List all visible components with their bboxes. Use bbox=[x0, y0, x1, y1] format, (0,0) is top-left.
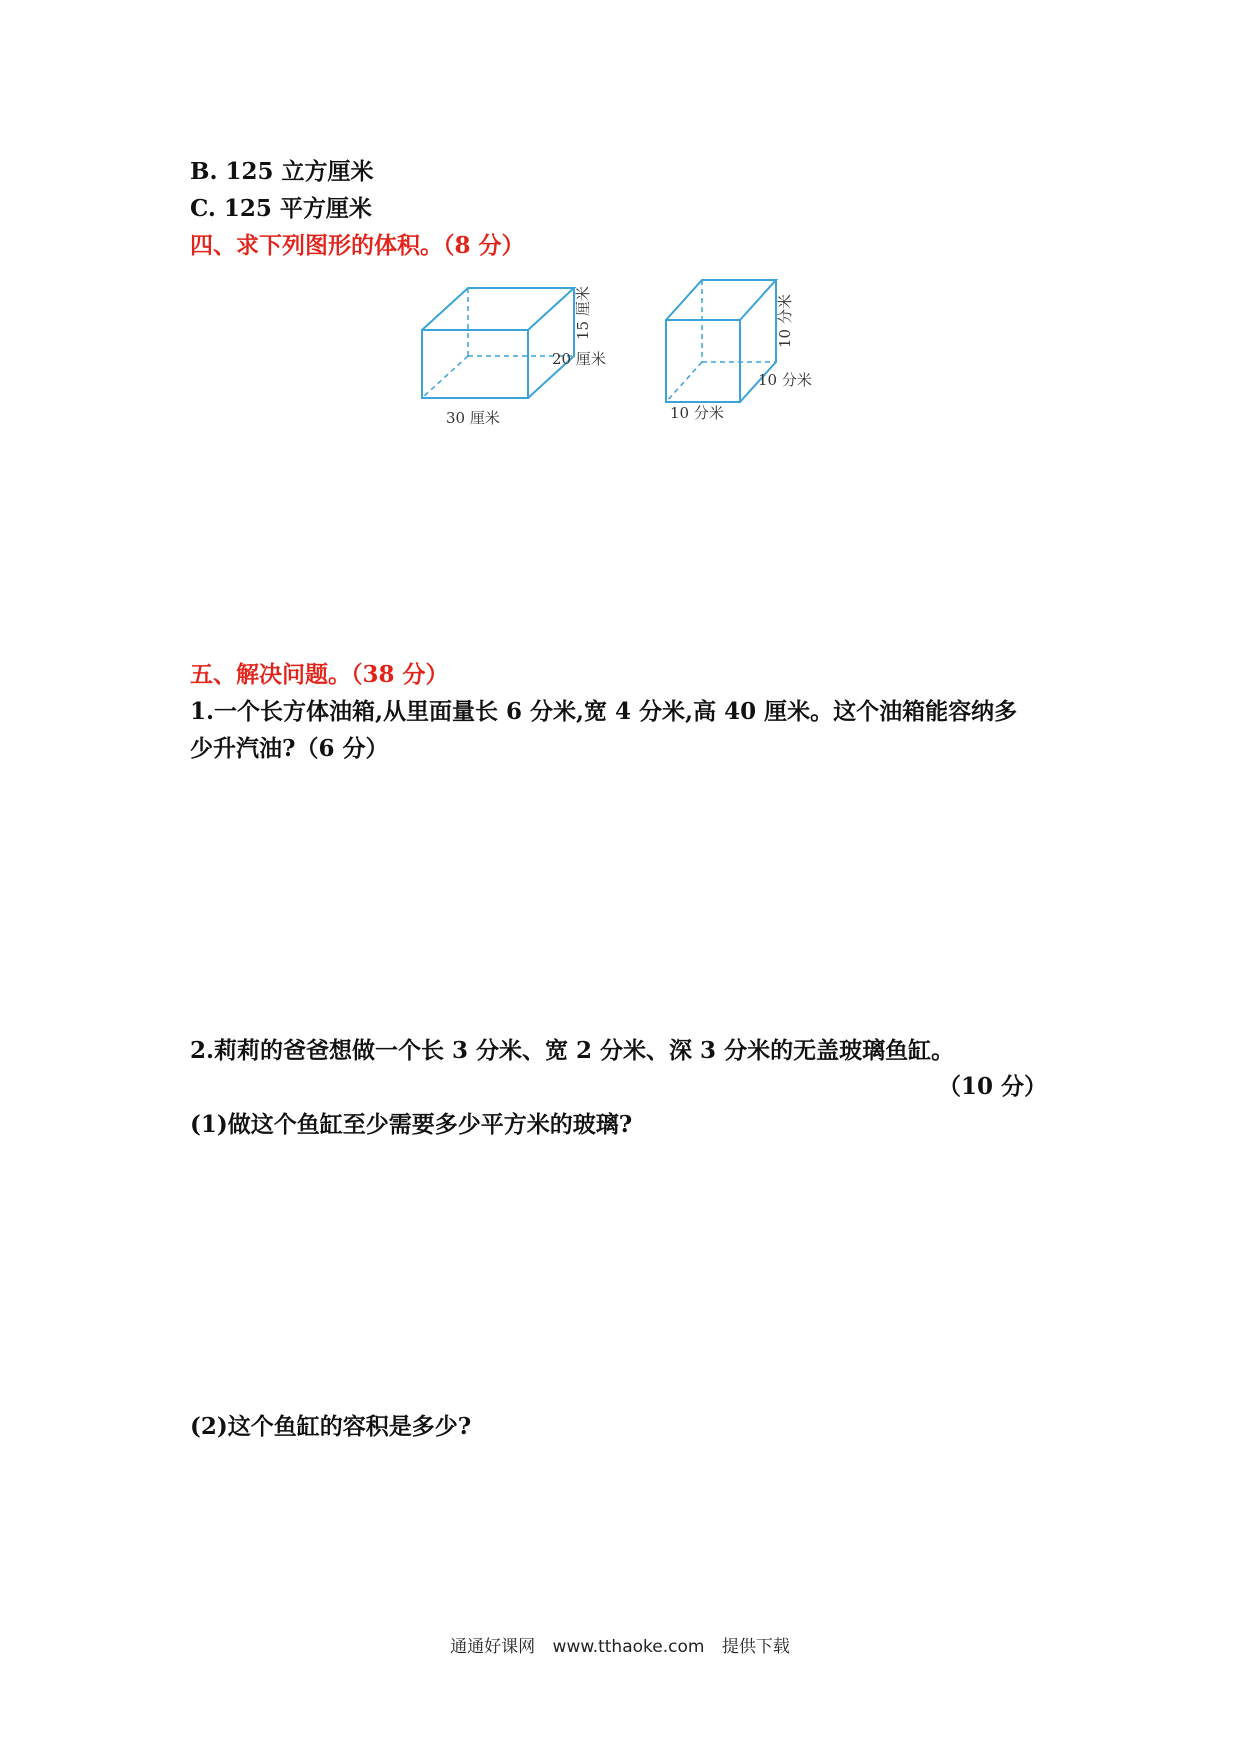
cube-depth-label: 10 分米 bbox=[758, 371, 812, 389]
footer bbox=[0, 1632, 1240, 1657]
question-2-part-2: (2)这个鱼缸的容积是多少? bbox=[190, 1413, 472, 1440]
question-2-part-1: (1)做这个鱼缸至少需要多少平方米的玻璃? bbox=[190, 1111, 633, 1138]
option-b: B. 125 立方厘米 bbox=[190, 158, 374, 185]
footer-url[interactable]: www.tthaoke.com bbox=[552, 1637, 705, 1657]
question-2-line-1: 2.莉莉的爸爸想做一个长 3 分米、宽 2 分米、深 3 分米的无盖玻璃鱼缸。 bbox=[190, 1037, 955, 1064]
footer-suffix: 提供下载 bbox=[721, 1637, 790, 1657]
cuboid-length-label: 30 厘米 bbox=[446, 409, 500, 427]
cube-height-label: 10 分米 bbox=[776, 294, 794, 348]
question-1-line-1: 1.一个长方体油箱,从里面量长 6 分米,宽 4 分米,高 40 厘米。这个油箱能容纳多 bbox=[190, 698, 1018, 725]
question-1-line-2: 少升汽油?（6 分） bbox=[190, 735, 389, 762]
option-c: C. 125 平方厘米 bbox=[190, 195, 372, 222]
cube-length-label: 10 分米 bbox=[670, 404, 724, 422]
section-4-title: 四、求下列图形的体积。（8 分） bbox=[190, 232, 525, 259]
footer-site-name: 通通好课网 bbox=[450, 1637, 536, 1657]
question-2-score: （10 分） bbox=[938, 1073, 1048, 1100]
cuboid-figure bbox=[400, 270, 640, 427]
section-5-title: 五、解决问题。（38 分） bbox=[190, 661, 449, 688]
cuboid-height-label: 15 厘米 bbox=[574, 286, 592, 340]
cube-figure bbox=[650, 270, 850, 420]
cuboid-depth-label: 20 厘米 bbox=[552, 350, 606, 368]
